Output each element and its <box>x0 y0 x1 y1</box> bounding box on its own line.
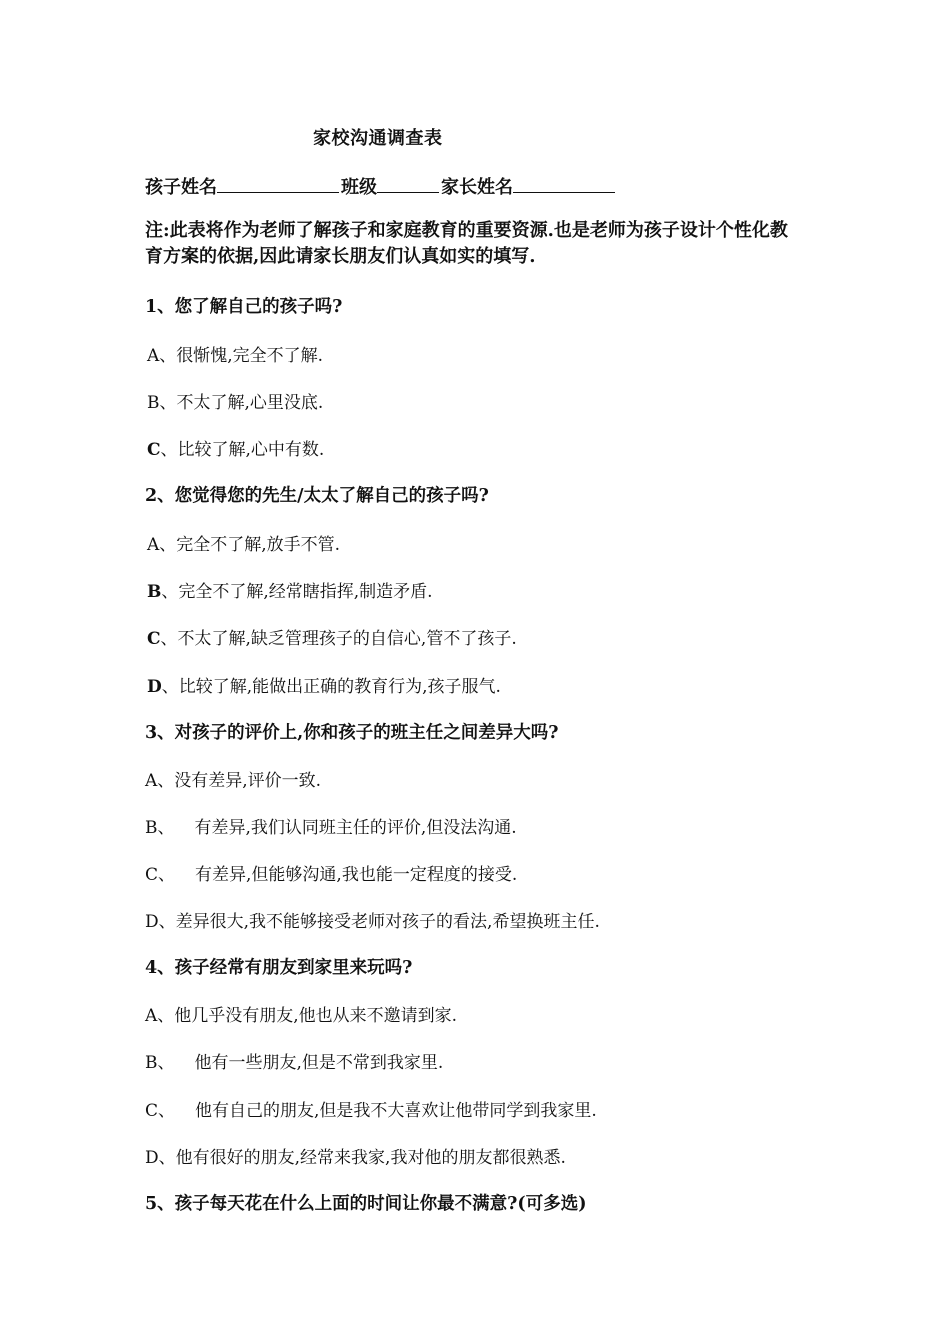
child-name-label: 孩子姓名 <box>145 177 217 198</box>
class-field[interactable] <box>377 174 439 193</box>
parent-name-field[interactable] <box>513 174 615 193</box>
question-3: 3、对孩子的评价上,你和孩子的班主任之间差异大吗? <box>145 723 559 743</box>
question-5: 5、孩子每天花在什么上面的时间让你最不满意?(可多选) <box>145 1194 587 1214</box>
question-1: 1、您了解自己的孩子吗? <box>145 297 343 317</box>
q4-option-c[interactable]: C、 他有自己的朋友,但是我不大喜欢让他带同学到我家里. <box>145 1101 597 1121</box>
question-2: 2、您觉得您的先生/太太了解自己的孩子吗? <box>145 486 489 506</box>
q1-option-a[interactable]: A、很惭愧,完全不了解. <box>147 346 324 366</box>
note-paragraph: 注:此表将作为老师了解孩子和家庭教育的重要资源.也是老师为孩子设计个性化教育方案的依据,因此请家长朋友们认真如实的填写. <box>145 220 788 267</box>
q2-option-a[interactable]: A、完全不了解,放手不管. <box>147 535 341 555</box>
q3-option-d[interactable]: D、差异很大,我不能够接受老师对孩子的看法,希望换班主任. <box>145 912 600 932</box>
q4-option-a[interactable]: A、他几乎没有朋友,他也从来不邀请到家. <box>145 1006 458 1026</box>
q2-option-d[interactable]: D、比较了解,能做出正确的教育行为,孩子服气. <box>147 677 501 697</box>
q3-option-c[interactable]: C、 有差异,但能够沟通,我也能一定程度的接受. <box>145 865 518 885</box>
class-label: 班级 <box>341 177 377 198</box>
q3-option-b[interactable]: B、 有差异,我们认同班主任的评价,但没法沟通. <box>145 818 517 838</box>
q4-option-d[interactable]: D、他有很好的朋友,经常来我家,我对他的朋友都很熟悉. <box>145 1148 566 1168</box>
info-line <box>145 173 617 199</box>
q1-option-c[interactable]: C、比较了解,心中有数. <box>147 440 325 460</box>
question-4: 4、孩子经常有朋友到家里来玩吗? <box>145 958 413 978</box>
parent-name-label: 家长姓名 <box>441 177 513 198</box>
q2-option-c[interactable]: C、不太了解,缺乏管理孩子的自信心,管不了孩子. <box>147 629 517 649</box>
q3-option-a[interactable]: A、没有差异,评价一致. <box>145 771 322 791</box>
q1-option-b[interactable]: B、不太了解,心里没底. <box>147 393 324 413</box>
q4-option-b[interactable]: B、 他有一些朋友,但是不常到我家里. <box>145 1053 444 1073</box>
q2-option-b[interactable]: B、完全不了解,经常瞎指挥,制造矛盾. <box>147 582 433 602</box>
page-title: 家校沟通调查表 <box>313 128 443 149</box>
child-name-field[interactable] <box>217 174 339 193</box>
